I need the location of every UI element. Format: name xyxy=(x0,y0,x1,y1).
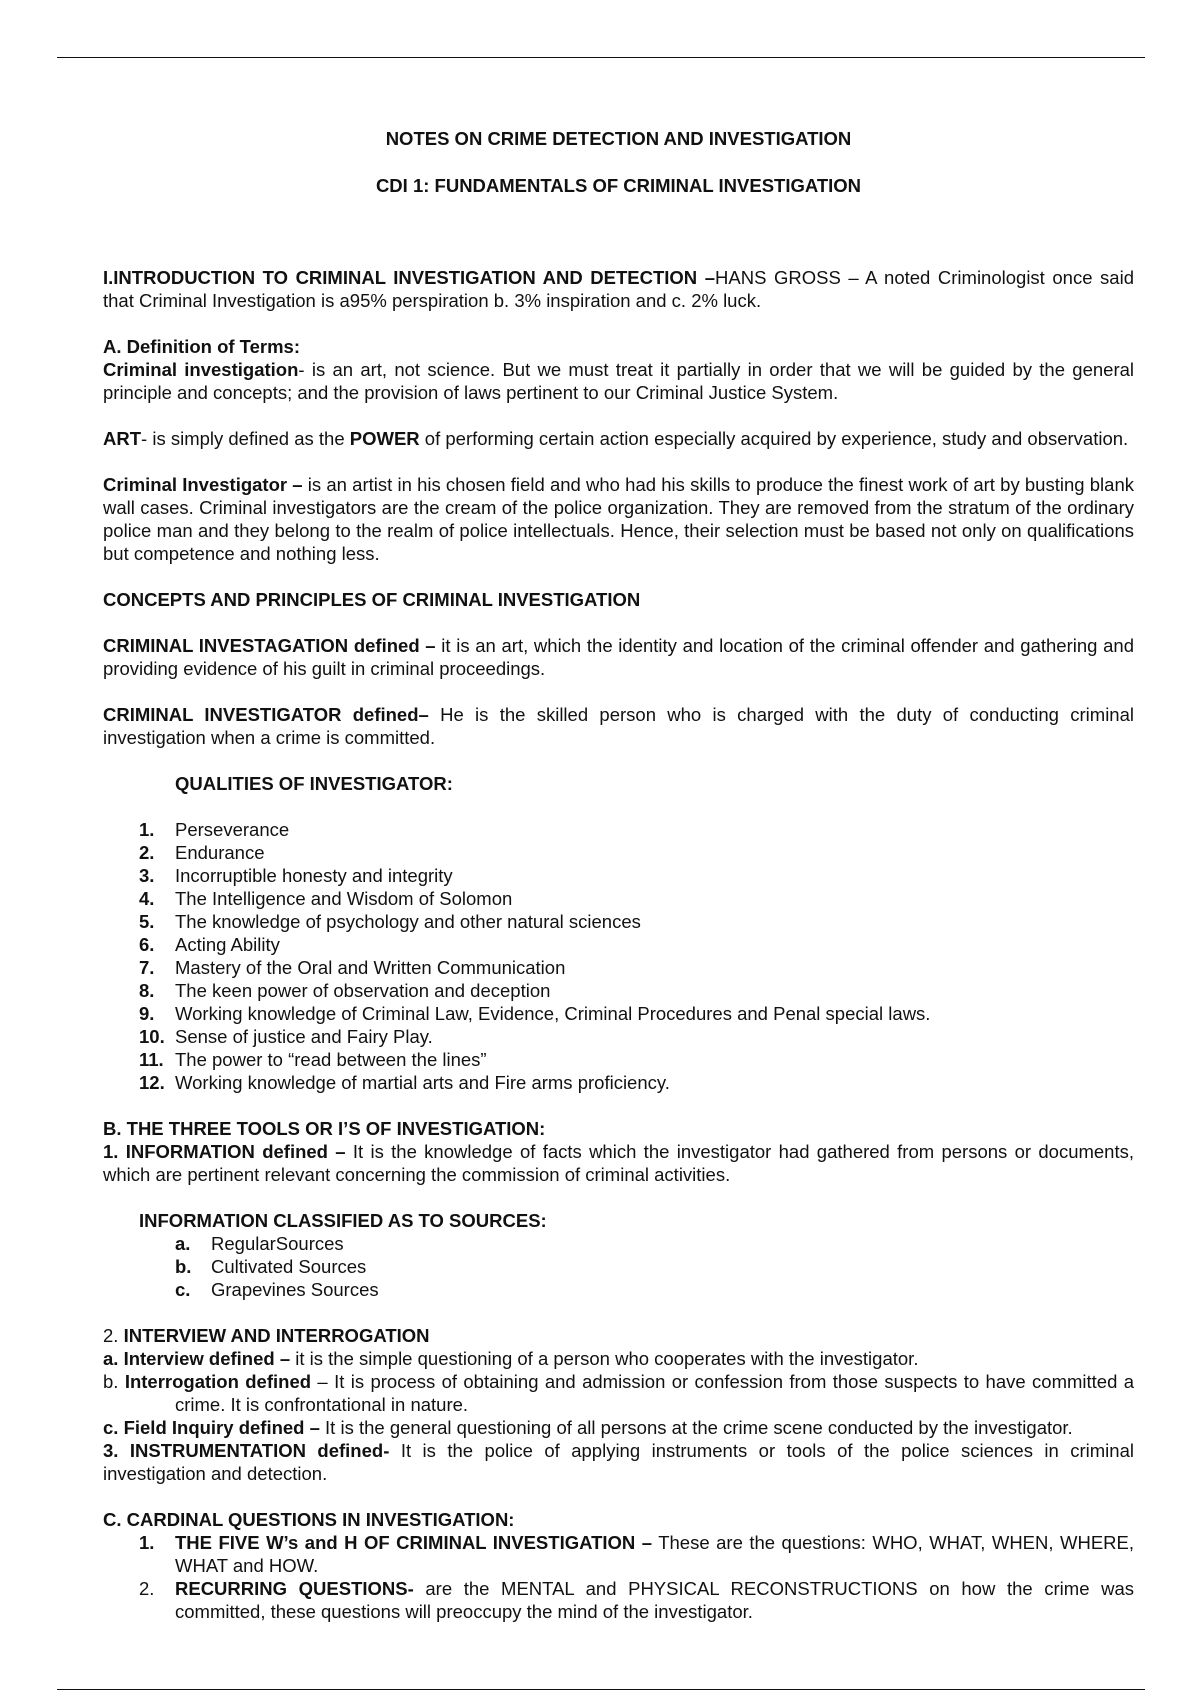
bottom-rule xyxy=(57,1689,1145,1690)
document-body xyxy=(103,266,1134,1623)
def-criminal-investigation: Criminal investigation- is an art, not science. But we must treat it partially in order that we will be guided by the general principle and concepts; and the provision of laws pertinent to our Criminal Justice System. xyxy=(103,359,1134,403)
list-item: 2. Endurance xyxy=(139,842,265,863)
list-item: 4. The Intelligence and Wisdom of Solomon xyxy=(139,888,513,909)
list-item: 7. Mastery of the Oral and Written Communication xyxy=(139,957,566,978)
field-inquiry-definition: c. Field Inquiry defined – It is the general questioning of all persons at the crime scene conducted by the investigator. xyxy=(103,1417,1073,1438)
sources-list xyxy=(103,1232,1134,1301)
list-item: 5. The knowledge of psychology and other natural sciences xyxy=(139,911,641,932)
list-item: 2. RECURRING QUESTIONS- are the MENTAL and PHYSICAL RECONSTRUCTIONS on how the crime was committed, these questions will preoccupy the mind of the investigator. xyxy=(139,1578,1134,1622)
instrumentation-definition: 3. INSTRUMENTATION defined- It is the police of applying instruments or tools of the police sciences in criminal investigation and detection. xyxy=(103,1440,1134,1484)
top-rule xyxy=(57,57,1145,58)
document-title: NOTES ON CRIME DETECTION AND INVESTIGATION xyxy=(385,128,852,149)
concept-criminal-investigation: CRIMINAL INVESTAGATION defined – it is an art, which the identity and location of the criminal offender and gathering and providing evidence of his guilt in criminal proceedings. xyxy=(103,635,1134,679)
qualities-list xyxy=(103,818,1134,1094)
concepts-heading: CONCEPTS AND PRINCIPLES OF CRIMINAL INVESTIGATION xyxy=(103,589,641,610)
document-subtitle: CDI 1: FUNDAMENTALS OF CRIMINAL INVESTIGATION xyxy=(375,175,862,196)
list-item: 10. Sense of justice and Fairy Play. xyxy=(139,1026,433,1047)
information-definition: 1. INFORMATION defined – It is the knowledge of facts which the investigator had gathered from persons or documents, which are pertinent relevant concerning the commission of criminal activities. xyxy=(103,1141,1134,1185)
list-item: 12. Working knowledge of martial arts and Fire arms proficiency. xyxy=(139,1072,670,1093)
interrogation-definition: b. Interrogation defined – It is process of obtaining and admission or confession from those suspects to have committed a crime. It is confrontational in nature. xyxy=(103,1371,1135,1415)
tools-heading: B. THE THREE TOOLS OR I’S OF INVESTIGATION: xyxy=(103,1118,546,1139)
list-item: 1. THE FIVE W’s and H OF CRIMINAL INVESTIGATION – These are the questions: WHO, WHAT, WHEN, WHERE, WHAT and HOW. xyxy=(139,1532,1135,1576)
list-item: 3. Incorruptible honesty and integrity xyxy=(139,865,453,886)
intro-heading: I.INTRODUCTION TO CRIMINAL INVESTIGATION AND DETECTION – xyxy=(103,267,716,288)
intro-paragraph xyxy=(103,266,1134,312)
list-item: c. Grapevines Sources xyxy=(175,1279,379,1300)
list-item: 8. The keen power of observation and deception xyxy=(139,980,551,1001)
intro-text: HANS GROSS – A noted Criminologist once said that Criminal Investigation is a95% perspiration b. 3% inspiration and c. 2% luck. xyxy=(103,267,1134,311)
definition-heading: A. Definition of Terms: xyxy=(103,336,300,357)
def-criminal-investigator: Criminal Investigator – is an artist in his chosen field and who had his skills to produce the finest work of art by busting blank wall cases. Criminal investigators are the cream of the police organization. They are removed from the stratum of the ordinary police man and they belong to the realm of police intellectuals. Hence, their selection must be based not only on qualifications but competence and nothing less. xyxy=(103,474,1134,564)
interview-definition: a. Interview defined – it is the simple questioning of a person who cooperates with the investigator. xyxy=(103,1348,919,1369)
cardinal-heading: C. CARDINAL QUESTIONS IN INVESTIGATION: xyxy=(103,1509,515,1530)
qualities-heading: QUALITIES OF INVESTIGATOR: xyxy=(175,773,453,794)
list-item: 11. The power to “read between the lines” xyxy=(139,1049,487,1070)
concept-criminal-investigator: CRIMINAL INVESTIGATOR defined– He is the skilled person who is charged with the duty of conducting criminal investigation when a crime is committed. xyxy=(103,704,1134,748)
interview-heading: 2. INTERVIEW AND INTERROGATION xyxy=(103,1325,430,1346)
cardinal-list xyxy=(103,1531,1134,1623)
list-item: 1. Perseverance xyxy=(139,819,290,840)
def-art: ART- is simply defined as the POWER of performing certain action especially acquired by experience, study and observation. xyxy=(103,428,1129,449)
list-item: 9. Working knowledge of Criminal Law, Evidence, Criminal Procedures and Penal special laws. xyxy=(139,1003,931,1024)
sources-heading: INFORMATION CLASSIFIED AS TO SOURCES: xyxy=(139,1210,547,1231)
list-item: a. RegularSources xyxy=(175,1233,344,1254)
list-item: 6. Acting Ability xyxy=(139,934,280,955)
list-item: b. Cultivated Sources xyxy=(175,1256,367,1277)
